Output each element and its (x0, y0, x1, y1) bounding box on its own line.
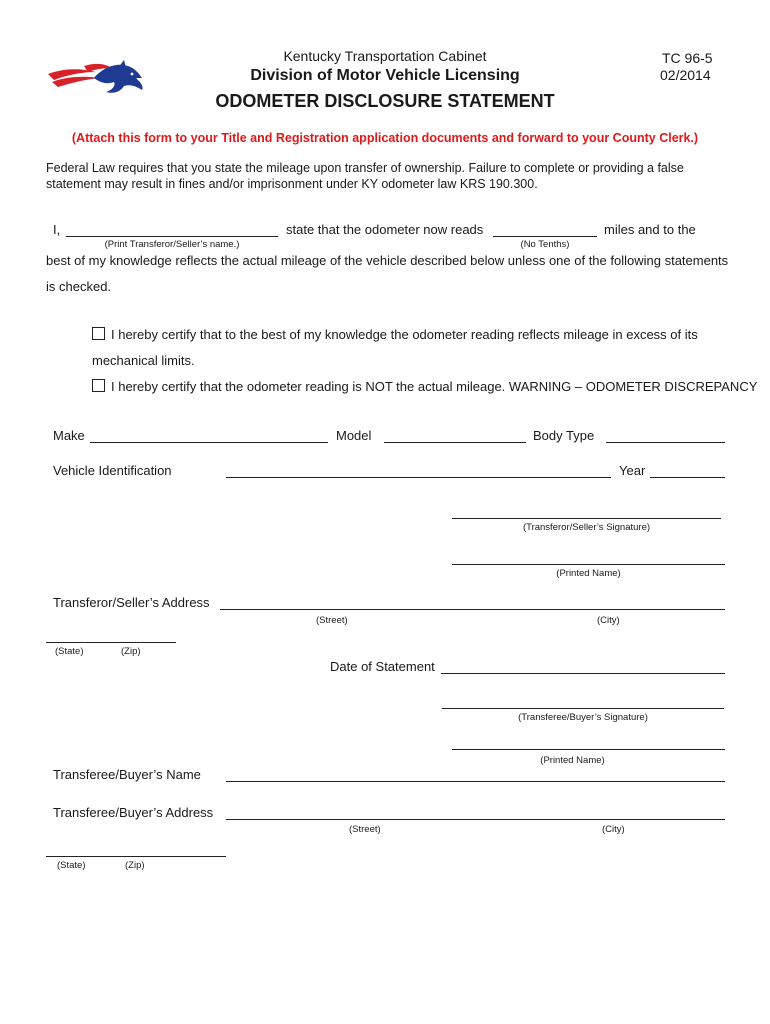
kentucky-horse-logo-icon (44, 56, 148, 100)
federal-law-line-1: Federal Law requires that you state the mileage upon transfer of ownership. Failure to complete or providing a false (46, 161, 684, 175)
checkbox-excess-mileage[interactable] (92, 327, 105, 340)
buyer-street-caption: (Street) (349, 824, 381, 835)
buyer-name-label: Transferee/Buyer’s Name (53, 767, 201, 782)
buyer-signature-field[interactable] (442, 708, 724, 709)
division-name: Division of Motor Vehicle Licensing (250, 67, 520, 84)
buyer-name-field[interactable] (226, 781, 725, 782)
statement-middle: state that the odometer now reads (286, 222, 484, 237)
statement-miles: miles and to the (604, 222, 696, 237)
vin-field[interactable] (226, 477, 611, 478)
date-of-statement-label: Date of Statement (330, 659, 435, 674)
attach-instruction: (Attach this form to your Title and Registration application documents and forward to your County Clerk.) (71, 131, 699, 145)
checkbox-not-actual-mileage[interactable] (92, 379, 105, 392)
statement-i: I, (53, 222, 61, 237)
year-field[interactable] (650, 477, 725, 478)
form-number: TC 96-5 (662, 50, 713, 66)
body-type-field[interactable] (606, 442, 725, 443)
buyer-address-street-city-field[interactable] (226, 819, 725, 820)
seller-name-field[interactable] (66, 236, 278, 237)
buyer-signature-caption: (Transferee/Buyer’s Signature) (518, 712, 648, 723)
seller-signature-caption: (Transferor/Seller’s Signature) (522, 522, 651, 533)
buyer-printed-name-caption: (Printed Name) (540, 755, 605, 766)
seller-signature-field[interactable] (452, 518, 721, 519)
page-title: ODOMETER DISCLOSURE STATEMENT (215, 91, 555, 111)
odometer-reading-field[interactable] (493, 236, 597, 237)
model-field[interactable] (384, 442, 526, 443)
seller-printed-name-field[interactable] (452, 564, 725, 565)
buyer-address-label: Transferee/Buyer’s Address (53, 805, 214, 820)
seller-state-caption: (State) (55, 646, 84, 657)
seller-zip-caption: (Zip) (121, 646, 141, 657)
certify-excess-line-2: mechanical limits. (92, 353, 195, 368)
make-field[interactable] (90, 442, 328, 443)
buyer-zip-caption: (Zip) (125, 860, 145, 871)
no-tenths-caption: (No Tenths) (520, 239, 570, 250)
certify-excess-line-1: I hereby certify that to the best of my knowledge the odometer reading reflects mileage in excess of its (111, 327, 698, 342)
seller-printed-name-caption: (Printed Name) (556, 568, 621, 579)
seller-name-caption: (Print Transferor/Seller’s name.) (104, 239, 240, 250)
model-label: Model (336, 428, 372, 443)
buyer-printed-name-field[interactable] (452, 749, 725, 750)
buyer-state-zip-field[interactable] (46, 856, 226, 857)
certify-not-actual: I hereby certify that the odometer reading is NOT the actual mileage. WARNING – ODOMETER DISCREPANCY (111, 379, 758, 394)
seller-city-caption: (City) (597, 615, 620, 626)
vin-label: Vehicle Identification (53, 463, 172, 478)
form-date: 02/2014 (660, 67, 711, 83)
buyer-state-caption: (State) (57, 860, 86, 871)
body-type-label: Body Type (533, 428, 595, 443)
seller-state-zip-field[interactable] (46, 642, 176, 643)
agency-name: Kentucky Transportation Cabinet (283, 48, 487, 64)
date-of-statement-field[interactable] (441, 673, 725, 674)
seller-address-label: Transferor/Seller’s Address (53, 595, 210, 610)
buyer-city-caption: (City) (602, 824, 625, 835)
make-label: Make (53, 428, 85, 443)
year-label: Year (619, 463, 646, 478)
statement-line-2: best of my knowledge reflects the actual mileage of the vehicle described below unless one of the following statements (46, 253, 729, 268)
federal-law-line-2: statement may result in fines and/or imprisonment under KY odometer law KRS 190.300. (46, 177, 538, 191)
statement-line-3: is checked. (46, 279, 112, 294)
seller-street-caption: (Street) (316, 615, 348, 626)
seller-address-street-city-field[interactable] (220, 609, 725, 610)
